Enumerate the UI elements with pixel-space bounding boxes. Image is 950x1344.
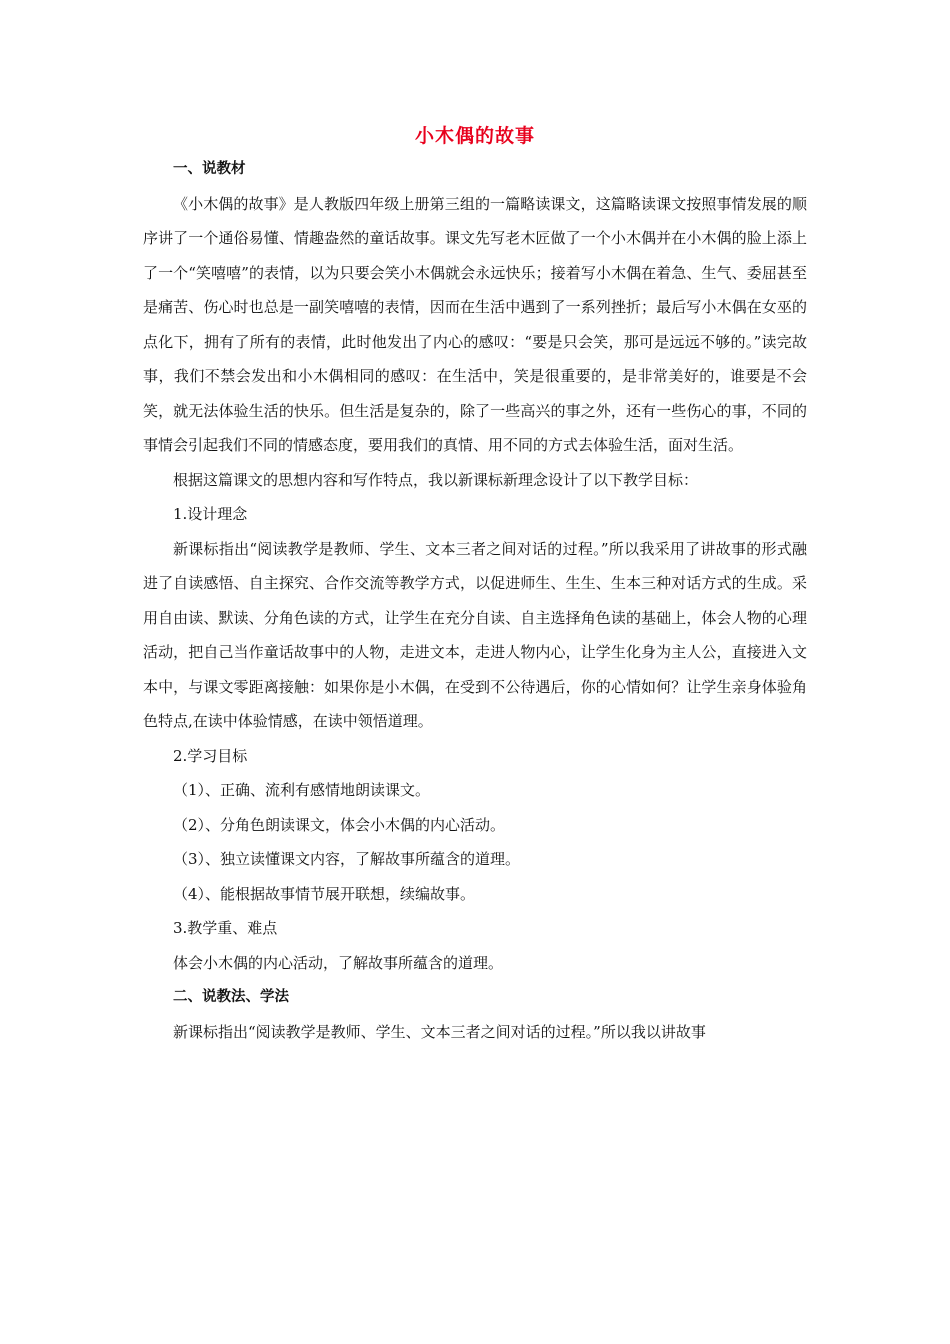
paragraph-textbook-intro: 《小木偶的故事》是人教版四年级上册第三组的一篇略读课文，这篇略读课文按照事情发展的顺序讲了一个通俗易懂、情趣盎然的童话故事。课文先写老木匠做了一个小木偶并在小木偶的脸上添上了一个“笑嘻嘻”的表情，以为只要会笑小木偶就会永远快乐；接着写小木偶在着急、生气、委屈甚至是痛苦、伤心时也总是一副笑嘻嘻的表情，因而在生活中遇到了一系列挫折；最后写小木偶在女巫的点化下，拥有了所有的表情，此时他发出了内心的感叹：“要是只会笑，那可是远远不够的。”读完故事，我们不禁会发出和小木偶相同的感叹：在生活中，笑是很重要的，是非常美好的，谁要是不会笑，就无法体验生活的快乐。但生活是复杂的，除了一些高兴的事之外，还有一些伤心的事，不同的事情会引起我们不同的情感态度，要用我们的真情、用不同的方式去体验生活，面对生活。 (143, 194, 807, 454)
subheading-key-points: 3.教学重、难点 (173, 919, 278, 937)
subheading-learning-goals: 2.学习目标 (173, 746, 248, 765)
document-body (143, 152, 807, 1049)
paragraph-design-concept: 新课标指出“阅读教学是教师、学生、文本三者之间对话的过程。”所以我采用了讲故事的形式融进了自读感悟、自主探究、合作交流等教学方式，以促进师生、生生、生本三种对话方式的生成。采用自由读、默读、分角色读的方式，让学生在充分自读、自主选择角色读的基础上，体会人物的心理活动，把自己当作童话故事中的人物，走进文本，走进人物内心，让学生化身为主人公，直接进入文本中，与课文零距离接触：如果你是小木偶，在受到不公待遇后，你的心情如何？让学生亲身体验角色特点,在读中体验情感，在读中领悟道理。 (143, 539, 807, 730)
goal-item-1: （1）、正确、流利有感情地朗读课文。 (173, 781, 431, 799)
paragraph-goals-intro: 根据这篇课文的思想内容和写作特点，我以新课标新理念设计了以下教学目标： (173, 470, 699, 489)
goal-item-3: （3）、独立读懂课文内容，了解故事所蕴含的道理。 (173, 850, 521, 868)
section-heading-1: 一、说教材 (173, 161, 246, 177)
section-heading-2: 二、说教法、学法 (173, 989, 289, 1005)
subheading-design-concept: 1.设计理念 (173, 505, 248, 523)
paragraph-key-points: 体会小木偶的内心活动，了解故事所蕴含的道理。 (173, 953, 504, 972)
goal-item-4: （4）、能根据故事情节展开联想，续编故事。 (173, 884, 476, 903)
goal-item-2: （2）、分角色朗读课文，体会小木偶的内心活动。 (173, 815, 506, 834)
paragraph-methods: 新课标指出“阅读教学是教师、学生、文本三者之间对话的过程。”所以我以讲故事 (173, 1022, 706, 1041)
document-title: 小木偶的故事 (414, 125, 535, 147)
